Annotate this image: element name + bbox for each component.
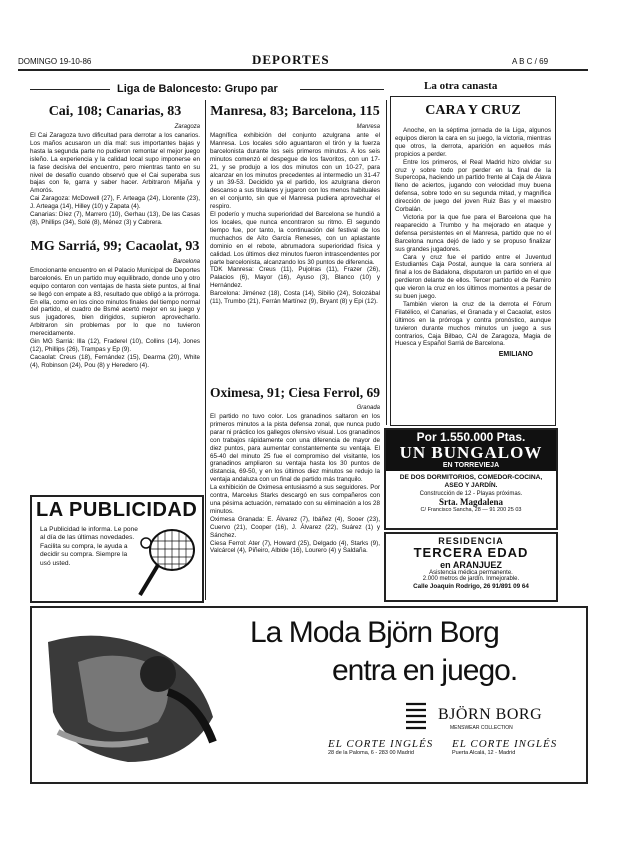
manresa-body-2: El poderío y mucha superioridad del Barcelona se hundió a los locales, que nunca encontraron su ritmo. El segundo tiempo fue, por tanto, la continuación del festival de los muchachos de Aíto García Reneses, con un aplastante dominio en el rebote, abrumadora superioridad física y calidad. Los últimos diez minutos fueron intrascendentes por parte barcelonista, alcanzando los 30 puntos de diferencia. <box>210 211 380 266</box>
bungalow-location: EN TORREVIEJA <box>442 462 500 469</box>
column-1 <box>30 104 200 370</box>
oximesa-lineup-1: Oximesa Granada: E. Álvarez (7), Ibáñez (4), Sooer (23), Cuervo (21), Cooper (16), J. Álvarez (22), Suárez (1) y Sánchez. <box>210 515 380 539</box>
column-2 <box>210 104 380 306</box>
cai-body: El Cai Zaragoza tuvo dificultad para derrotar a los canarios. Los maños acusaron un día mal: sus importantes bajas y hasta la segunda parte no pudieron remontar el mejor juego isleño. La experiencia y la calidad local supo imponerse en la fase decisiva del encuentro, pero mientras tanto en su nivel de desafío cuando observó que el Cai superaba sus bajas con fe, garra y saber hacer. Arbitraron Mijaña y Amorós. <box>30 132 200 195</box>
otra-canasta-p4: Cara y cruz fue el partido entre el Juventud Estudiantes Caja Postal, aunque la cara sonriera al final a los de Badalona, disputaron un partido en el que perdieron delante de ellos. Tercer partido el de Ramiro que vieron la cruz en los últimos momentos a pesar de su buen juego. <box>395 253 551 301</box>
otra-canasta-p3: Victoria por la que fue para el Barcelona que ha reaparecido a Trumbo y ha mejorado en ataque y defensa persistentes en el Manresa, partido que no el Barcelona nunca dejó de lado y se propuso finalizar sus grandes jugadores. <box>395 213 551 253</box>
manresa-place: Manresa <box>356 124 380 130</box>
mg-headline: MG Sarriá, 99; Cacaolat, 93 <box>30 238 200 254</box>
publicidad-title: LA PUBLICIDAD <box>36 499 198 521</box>
page-date: DOMINGO 19-10-86 <box>18 57 92 66</box>
manresa-headline: Manresa, 83; Barcelona, 115 <box>210 104 380 119</box>
bjorn-borg-logo-icon <box>402 700 432 732</box>
bjorn-slogan-1: La Moda Björn Borg <box>250 616 499 649</box>
otra-canasta-content <box>395 103 551 358</box>
otra-canasta-headline: CARA Y CRUZ <box>425 103 521 118</box>
oximesa-body-2: La exhibición de Oximesa entusiasmó a sus seguidores. Por contra, Marcelus Starks descargó en sus compañeros con una pésima actuación, rematado con su eliminación a los 28 minutos. <box>210 484 380 515</box>
store-2-address: Puerta Alcalá, 12 - Madrid <box>452 750 516 756</box>
bungalow-name: UN BUNGALOW <box>399 443 543 462</box>
bjorn-borg-ad <box>30 606 588 784</box>
liga-rule-right <box>300 89 384 90</box>
column-divider-1 <box>205 100 206 600</box>
store-2 <box>452 738 572 756</box>
cai-lineup-2: Canarias: Díez (7), Marrero (10), Gerhau (13), De las Casas (8), Phillips (34), Solé (8), Ménez (3) y Cabrera. <box>30 211 200 226</box>
bjorn-brand-sub: MENSWEAR COLLECTION <box>450 725 513 731</box>
mg-lineup-1: Gin MG Sarriá: Illa (12), Fraderel (10), Collins (14), Jones (12), Phillips (26), Trampas y Ep (9). <box>30 338 200 353</box>
mg-body: Emocionante encuentro en el Palacio Municipal de Deportes barcelonés. En un partido muy equilibrado, donde uno y otro equipo contaron con ventajas de hasta siete puntos, al final se llegó con empate a 83, resultado que obligó a la prórroga. En ella, como en los cinco minutos finales del tiempo normal del partido, el cuadro de Bsmé acertó mejor en su juego y sus jugadores, bien dirigidos, supieron aprovecharlo. Arbitraron sin problemas por lo que no tuvieron merecidamente. <box>30 266 200 338</box>
page-ref: A B C / 69 <box>512 57 549 66</box>
bungalow-contact: Srta. Magdalena <box>439 497 503 507</box>
publicidad-ad <box>30 495 204 603</box>
store-1-address: 28 de la Paloma, 6 - 283 00 Madrid <box>328 750 414 756</box>
store-1 <box>328 738 448 756</box>
store-1-name: EL CORTE INGLÉS <box>328 738 434 750</box>
manresa-lineup-2: Barcelona: Jiménez (18), Costa (14), Sibilio (24), Solozábal (11), Trumbo (21), Ferrán Martínez (9), Bryant (8) y Epi (12). <box>210 290 380 306</box>
otra-canasta-kicker: La otra canasta <box>420 80 501 92</box>
residencia-title-2: TERCERA EDAD <box>413 545 529 560</box>
otra-canasta-p5: También vieron la cruz de la derrota el Fórum Filatélico, el Canarias, el Granada y el Cacaolat, estos últimos en la prórroga y contra pronóstico, aunque tuvieron durante muchos minutos un juego a sus contrarios, Caja Bilbao, CAI de Zaragoza, Magia de Huesca y Español Sarriá de Barcelona. <box>395 300 551 348</box>
otra-canasta-signature: EMILIANO <box>498 351 533 359</box>
manresa-body: Magnífica exhibición del conjunto azulgrana ante el Manresa. Los locales sólo aguantaron el tirón y la fuerza barcelonista durante los seis primeros minutos. A los seis minutos comenzó el despegue de los favoritos, con un 17-21, y se produjo a los dos minutos con un 10-27, para alcanzar en los minutos precedentes al intermedio un 31-47 y un 39-53. Decidido ya el partido, los azulgrana dieron descanso a sus titulares y jugaron con los menos habituales en el conjunto, sin que el Manresa pudiera aprovechar el respiro. <box>210 132 380 211</box>
cai-lineup-1: Cai Zaragoza: McDowell (27), F. Arteaga (24), Llorente (23), J. Arteaga (14), Hilley (10) y Zapata (4). <box>30 195 200 211</box>
store-2-name: EL CORTE INGLÉS <box>452 738 558 750</box>
bungalow-address: C/ Francisco Sancha, 28 — 91 200 25 03 <box>420 507 522 513</box>
mg-place: Barcelona <box>172 258 200 265</box>
column-divider-2 <box>386 100 387 425</box>
column-2b <box>210 385 380 555</box>
liga-title: Liga de Baloncesto: Grupo par <box>117 83 278 95</box>
oximesa-headline: Oximesa, 91; Ciesa Ferrol, 69 <box>210 385 380 400</box>
residencia-title-1: RESIDENCIA <box>438 536 504 546</box>
liga-rule-left <box>30 89 110 90</box>
bungalow-banner <box>386 430 556 471</box>
manresa-lineup-1: TDK Manresa: Creus (11), Pujolras (11), Frazer (26), Palacios (6), Mayor (16), Ayuso (3), Blanco (10) y Hernández. <box>210 266 380 290</box>
bjorn-slogan-2: entra en juego. <box>332 654 518 687</box>
tennis-player-photo <box>38 622 228 772</box>
otra-canasta-p2: Entre los primeros, el Real Madrid hizo olvidar su cruz y sobre todo por perder en la final de la Supercopa, haciendo un partido frente al Caja de Álava lleno de aciertos, jugando con velocidad muy buena defensa, sobre todo en su segunda mitad, y magnífica dirección de juego del joven Ruiz Bas y el maestro Corbalán. <box>395 158 551 214</box>
publicidad-body: La Publicidad le informa. Le pone al día de las últimas novedades. Facilita su compra, le ayuda a decidir su compra. Siempre la usó usted. <box>40 526 138 567</box>
bungalow-line-2: Construcción de 12 - Playas próximas. <box>419 491 523 497</box>
header-rule <box>18 69 588 71</box>
residencia-line-1: Asistencia médica permanente. <box>429 570 513 576</box>
residencia-location: en ARANJUEZ <box>440 560 502 570</box>
section-title: DEPORTES <box>252 52 330 67</box>
oximesa-place: Granada <box>356 405 380 411</box>
cai-place: Zaragoza <box>174 124 200 130</box>
bjorn-brand: BJÖRN BORG <box>438 706 543 723</box>
tennis-racket-icon <box>132 523 202 601</box>
bungalow-line-1: DE DOS DORMITORIOS, COMEDOR-COCINA, ASEO Y JARDÍN. <box>399 474 543 489</box>
bungalow-ad <box>384 428 558 530</box>
oximesa-body: El partido no tuvo color. Los granadinos saltaron en los primeros minutos a la pista defensa zonal, que nunca pudo parar ni práctico los gallegos ofensivo visual. Los granadinos con trabajos rápidamente con una diferencia de mayor de diez puntos, para aumentar constantemente su ventaja. El 65-40 del minuto 25 fue el compromiso del visitante, los granadinos ampliaron su ventaja hasta los 30 puntos de distancia, 69-50, y en los últimos diez minutos se redujo la ventaja andaluza con un final de partido más tranquilo. <box>210 413 380 484</box>
bungalow-price: Por 1.550.000 Ptas. <box>416 430 526 444</box>
residencia-ad <box>384 532 558 602</box>
mg-lineup-2: Cacaolat: Creus (18), Fernández (15), Dearma (20), White (4), Robinson (24), Pou (8) y Heredero (4). <box>30 353 200 369</box>
residencia-line-2: 2.000 metros de jardín. Inmejorable. <box>422 576 520 582</box>
otra-canasta-p1: Anoche, en la séptima jornada de la Liga, algunos equipos dieron la cara en su juego, la victoria, mientras que otros, la derrota, aparición en aquellos más propicios a perder. <box>395 127 551 158</box>
residencia-address: Calle Joaquín Rodrigo, 26 91/891 09 64 <box>413 583 529 590</box>
oximesa-lineup-2: Ciesa Ferrol: Ater (7), Howard (25), Delgado (4), Starks (9), Valcárcel (4), Piñeiro, Albide (16), Lourero (4) y Saldaña. <box>210 539 380 555</box>
cai-headline: Cai, 108; Canarias, 83 <box>48 104 182 119</box>
